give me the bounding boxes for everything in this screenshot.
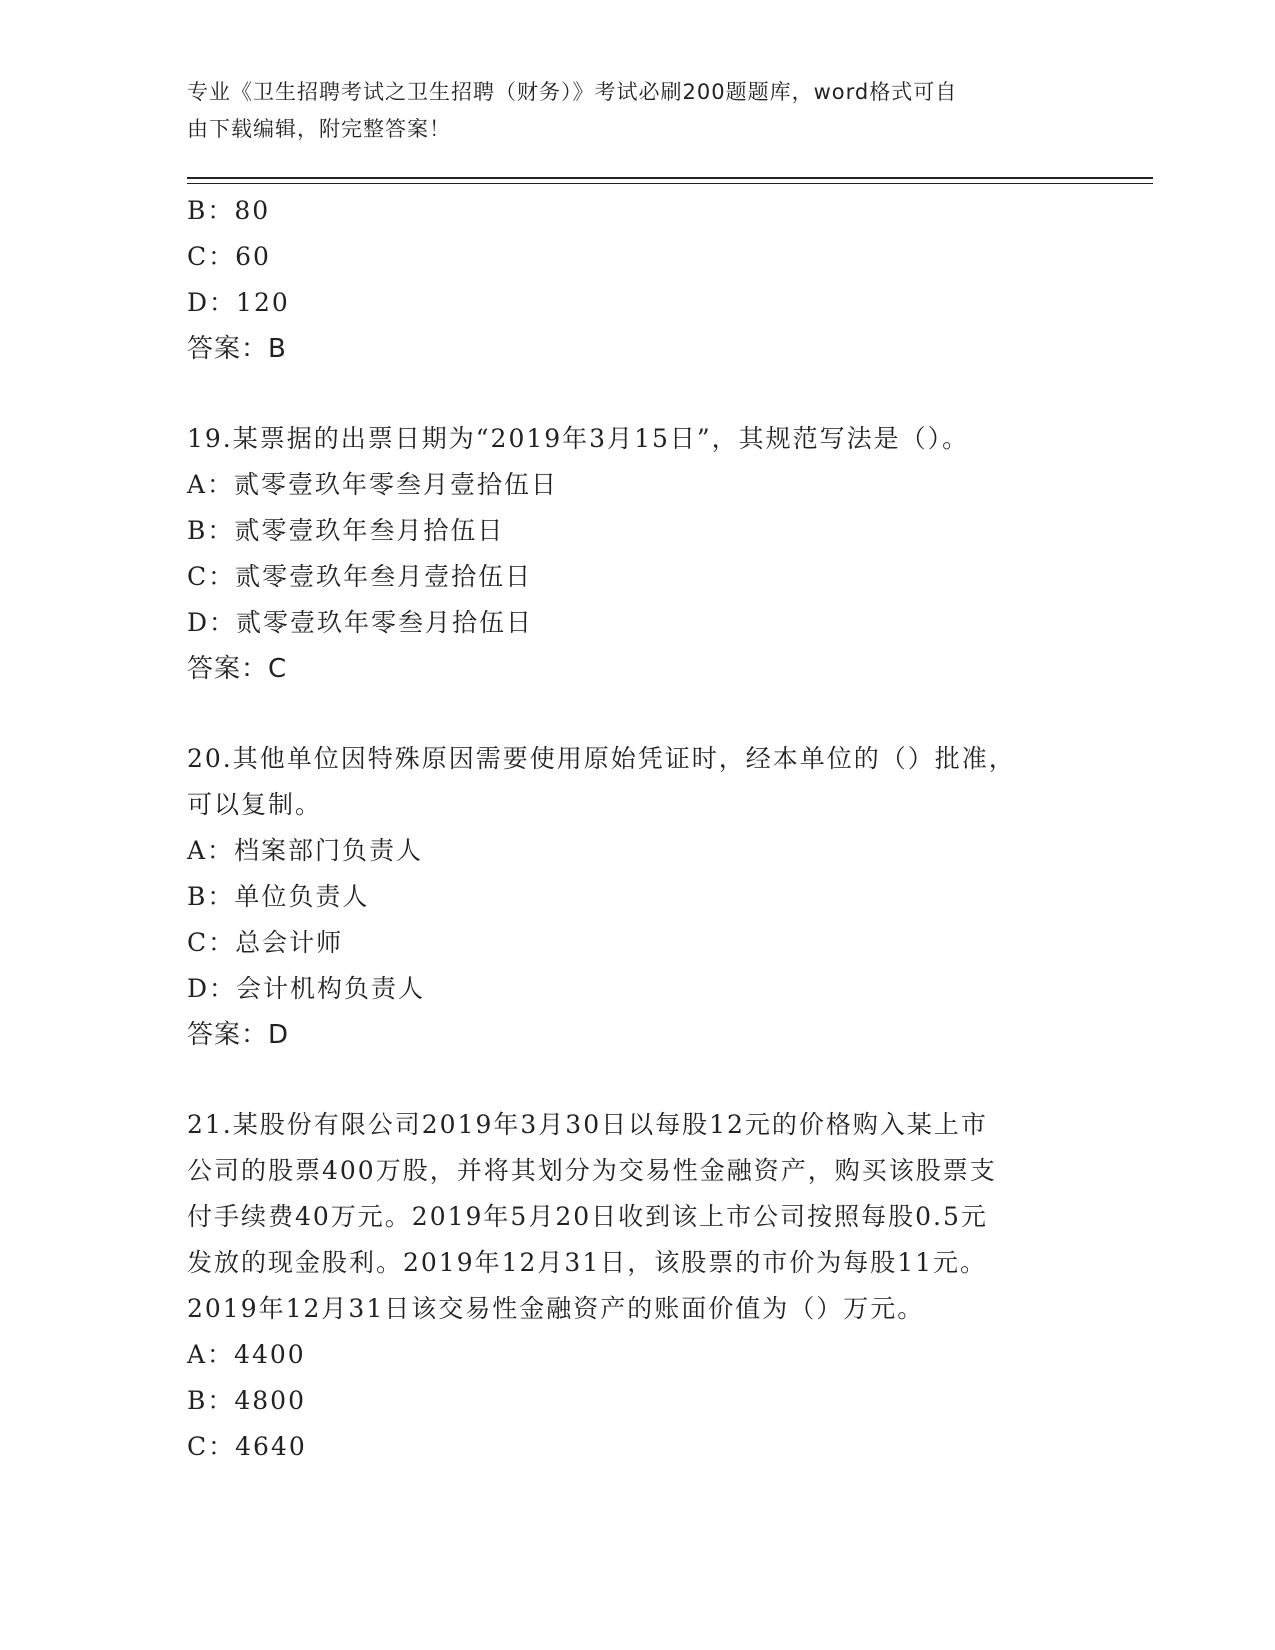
option-b: B：4800 bbox=[187, 1386, 306, 1415]
question-block-prev bbox=[187, 188, 1067, 372]
question-stem-line: 发放的现金股利。2019年12月31日，该股票的市价为每股11元。 bbox=[187, 1248, 988, 1277]
option-c: C：贰零壹玖年叁月壹拾伍日 bbox=[187, 562, 533, 591]
question-stem-line: 付手续费40万元。2019年5月20日收到该上市公司按照每股0.5元 bbox=[187, 1202, 988, 1231]
question-block-21 bbox=[187, 1102, 1067, 1470]
option-b: B：贰零壹玖年叁月拾伍日 bbox=[187, 516, 505, 545]
option-b: B：80 bbox=[187, 196, 271, 225]
option-a: A：4400 bbox=[187, 1340, 306, 1369]
document-body bbox=[187, 188, 1067, 1470]
option-c: C：总会计师 bbox=[187, 928, 344, 957]
option-c: C：60 bbox=[187, 242, 271, 271]
header-line-1: 专业《卫生招聘考试之卫生招聘（财务）》考试必刷200题题库，word格式可自 bbox=[187, 80, 958, 104]
spacer bbox=[187, 372, 1067, 416]
spacer bbox=[187, 692, 1067, 736]
option-d: D：贰零壹玖年零叁月拾伍日 bbox=[187, 608, 534, 637]
question-stem-line: 公司的股票400万股，并将其划分为交易性金融资产，购买该股票支 bbox=[187, 1156, 997, 1185]
question-stem: 19.某票据的出票日期为“2019年3月15日”，其规范写法是（）。 bbox=[187, 424, 970, 453]
question-stem-line: 2019年12月31日该交易性金融资产的账面价值为（）万元。 bbox=[187, 1294, 925, 1323]
option-a: A：贰零壹玖年零叁月壹拾伍日 bbox=[187, 470, 559, 499]
question-block-20 bbox=[187, 736, 1067, 1058]
question-stem-line: 21.某股份有限公司2019年3月30日以每股12元的价格购入某上市 bbox=[187, 1110, 988, 1139]
header-divider-thick bbox=[187, 177, 1153, 179]
answer-line: 答案：C bbox=[187, 654, 288, 684]
answer-line: 答案：B bbox=[187, 334, 287, 364]
answer-line: 答案：D bbox=[187, 1020, 290, 1050]
header-divider-thin bbox=[187, 183, 1153, 184]
option-d: D：会计机构负责人 bbox=[187, 974, 426, 1003]
document-header bbox=[187, 74, 1067, 148]
option-a: A：档案部门负责人 bbox=[187, 836, 424, 865]
question-stem-line: 20.其他单位因特殊原因需要使用原始凭证时，经本单位的（）批准， bbox=[187, 744, 1016, 773]
question-block-19 bbox=[187, 416, 1067, 692]
question-stem-line: 可以复制。 bbox=[187, 790, 323, 819]
option-d: D：120 bbox=[187, 288, 290, 317]
header-line-2: 由下载编辑，附完整答案！ bbox=[187, 117, 451, 141]
spacer bbox=[187, 1058, 1067, 1102]
option-b: B：单位负责人 bbox=[187, 882, 370, 911]
option-c: C：4640 bbox=[187, 1432, 307, 1461]
